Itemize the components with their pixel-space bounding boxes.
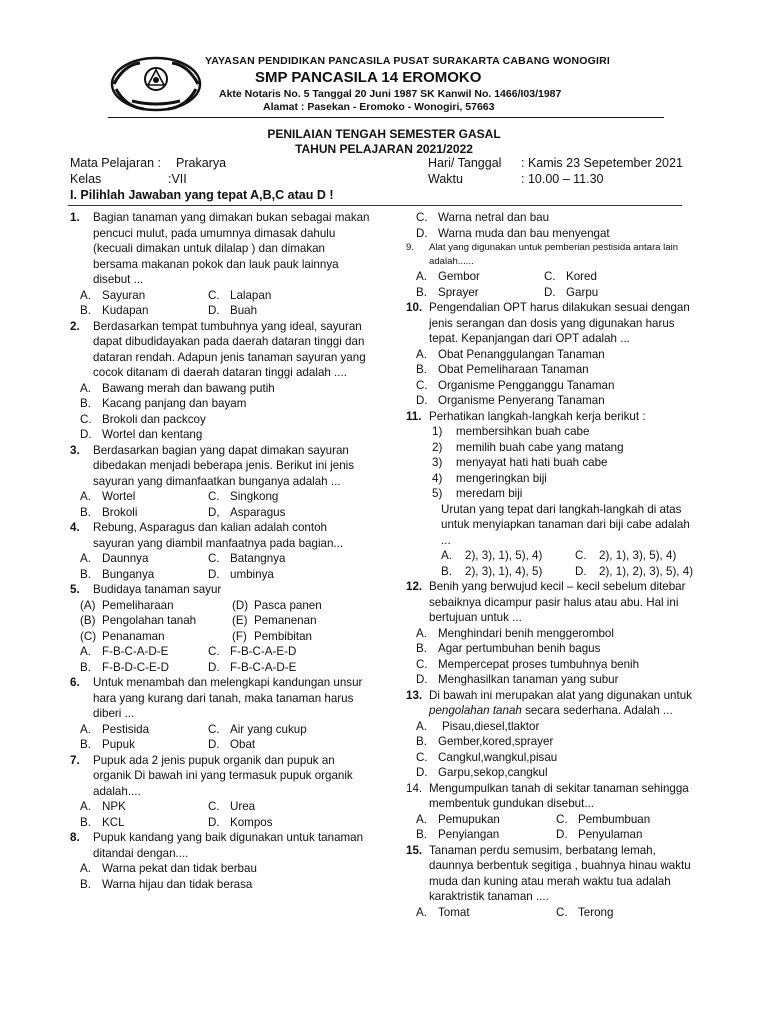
question-7: 7. Pupuk ada 2 jenis pupuk organik dan pupuk an organik Di bawah ini yang termasuk pupuk organik adalah.... [70,753,353,798]
option-a: A. Daunnya [80,552,149,565]
left-column [70,210,370,892]
option-a: A. Tomat [416,905,470,919]
question-8: 8. Pupuk kandang yang baik digunakan untuk tanaman ditandai dengan.... [70,831,364,860]
day-label: Hari/ Tanggal [428,156,502,170]
option-b: B. Sprayer [416,285,479,299]
option-a: A. Obat Penanggulangan Tanaman [416,347,605,361]
item-d: (D) Pasca panen [232,598,322,612]
item-a: (A) Pemeliharaan [80,598,174,612]
option-d: D. Garpu [544,285,599,299]
option-a: A. NPK [80,800,126,813]
option-d: D. Warna muda dan bau menyengat [416,226,610,240]
instruction-divider [68,205,682,206]
question-8-options-ab [80,861,370,892]
option-b: B. Kacang panjang dan bayam [80,397,247,410]
question-5: 5. Budidaya tanaman sayur [70,583,222,596]
class-value: :VII [168,172,187,186]
option-b: B. Gember,kored,sprayer [416,735,554,748]
option-c: C. Air yang cukup [208,722,307,736]
day-value: : Kamis 23 Sepetember 2021 [521,156,683,170]
option-c: C. Terong [556,905,614,919]
option-d: D, Asparagus [208,505,286,519]
time-value: : 10.00 – 11.30 [521,172,604,186]
question-7-options [80,799,370,830]
option-d: D. Kompos [208,815,273,829]
option-d: D. umbinya [208,567,274,581]
option-c: C. Organisme Pengganggu Tanaman [416,378,615,392]
option-a: A. Sayuran [80,288,146,302]
option-b: B. 2), 3), 1), 4), 5) [441,564,543,578]
option-d: D. Buah [208,304,258,317]
subject-value: Prakarya [176,156,227,170]
question-11-options [441,548,698,579]
option-b: B. Pupuk [80,738,135,751]
question-2-options [80,381,370,443]
question-2: 2. Berdasarkan tempat tumbuhnya yang ideal, sayuran dapat dibudidayakan pada daerah dataran tinggi dan dataran rendah. Adapun jenis tanaman sayuran yang cocok ditanam di daerah dataran tinggi adalah .... [70,319,366,379]
option-b: B. Agar pertumbuhan benih bagus [416,642,601,655]
school-emblem-logo [110,55,202,113]
option-c: C. Mempercepat proses tumbuhnya benih [416,657,640,671]
option-a: A. 2), 3), 1), 5), 4) [441,549,543,562]
option-c: C. F-B-C-A-E-D [208,645,297,658]
question-11: 11. Perhatikan langkah-langkah kerja berikut : [406,409,646,423]
step-4: 4) mengeringkan biji [432,471,547,485]
question-15-options [416,905,698,921]
option-d: D. F-B-C-A-D-E [208,660,297,674]
option-a: A. Pestisida [80,722,150,736]
option-c: C. Urea [208,800,256,813]
option-d: D. Penyulaman [556,828,643,841]
option-c: C. Batangnya [208,552,286,565]
step-3: 3) menyayat hati hati buah cabe [432,456,608,469]
option-d: D. 2), 1), 2), 3), 5), 4) [575,564,694,578]
question-14-options [416,812,698,843]
question-6-options [80,722,370,753]
question-3: 3. Berdasarkan bagian yang dapat dimakan sayuran dibedakan menjadi beberapa jenis. Berikut ini jenis sayuran yang dimanfaatkan bunganya adalah ... [70,443,355,488]
question-4-options [80,551,370,582]
step-1: 1) membersihkan buah cabe [432,425,590,438]
foundation-name: YAYASAN PENDIDIKAN PANCASILA PUSAT SURAKARTA CABANG WONOGIRI [205,55,611,67]
question-1: 1. Bagian tanaman yang dimakan bukan sebagai makan pencuci mulut, pada umumnya dimasak dahulu (kecuali dimakan untuk dilalap ) dan dimakan bersama makanan pokok dan lauk pauk lainnya disebut ... [70,211,370,286]
school-name: SMP PANCASILA 14 EROMOKO [255,69,482,86]
question-9: 9. Alat yang digunakan untuk pemberian pestisida antara lain adalah...... [406,242,679,267]
step-2: 2) memilih buah cabe yang matang [432,440,624,454]
notary-info: Akte Notaris No. 5 Tanggal 20 Juni 1987 SK Kanwil No. 1466/I03/1987 [219,88,562,100]
option-b: B. Brokoli [80,505,138,519]
option-c: C. Cangkul,wangkul,pisau [416,750,558,764]
option-a: A. Wortel [80,490,136,503]
option-b: B. Penyiangan [416,828,500,841]
question-12: 12. Benih yang berwujud kecil – kecil sebelum ditebar sebaiknya dicampur pasir halus atau abu. Hal ini bertujuan untuk ... [406,580,686,624]
question-8-options-cd [416,210,698,241]
option-a: A. Bawang merah dan bawang putih [80,381,275,395]
item-c: (C) Penanaman [80,629,165,643]
question-4: 4. Rebung, Asparagus dan kalian adalah contoh sayuran yang diambil manfaatnya pada bagian... [70,521,344,550]
option-c: C. Singkong [208,490,279,503]
option-d: D. Wortel dan kentang [80,428,203,441]
option-d: D. Organisme Penyerang Tanaman [416,394,605,407]
option-d: D. Obat [208,738,256,751]
question-1-options [80,288,370,319]
right-column [406,210,698,920]
class-label: Kelas [70,172,102,186]
item-f: (F) Pembibitan [232,629,313,643]
option-a: A. Pisau,diesel,tlaktor [416,719,540,733]
exam-title: PENILAIAN TENGAH SEMESTER GASAL TAHUN PELAJARAN 2021/2022 [267,127,501,156]
option-b: B. Bunganya [80,567,155,581]
option-b: B. KCL [80,815,125,829]
question-5-options [80,644,370,675]
option-b: B. Obat Pemeliharaan Tanaman [416,363,589,376]
item-b: (B) Pengolahan tanah [80,614,197,627]
item-e: (E) Pemanenan [232,614,317,627]
option-c: C. Brokoli dan packcoy [80,412,206,426]
question-15: 15. Tanaman perdu semusim, berbatang lemah, daunnya berbentuk segitiga , buahnya hinau waktu muda dan kuning atau merah waktu tua adalah karaktristik tanaman .... [406,843,691,903]
question-12-options [416,626,698,688]
option-c: C. Pembumbuan [556,812,651,826]
option-d: D. Garpu,sekop,cangkul [416,766,548,779]
question-14: 14. Mengumpulkan tanah di sekitar tanaman sehingga membentuk gundukan disebut... [406,781,689,810]
question-5-items [80,598,370,645]
option-a: A. Warna pekat dan tidak berbau [80,862,257,875]
question-13-options [416,719,698,781]
question-11-steps [428,424,698,502]
option-c: C. Warna netral dan bau [416,211,550,224]
time-label: Waktu [428,172,463,186]
question-9-options [416,269,698,300]
option-d: D. Menghasilkan tanaman yang subur [416,673,619,686]
instruction: I. Pilihlah Jawaban yang tepat A,B,C atau D ! [70,188,334,202]
letterhead-divider [108,117,664,118]
subject-label: Mata Pelajaran : [70,156,162,170]
option-c: C. 2), 1), 3), 5), 4) [575,549,677,562]
step-5: 5) meredam biji [432,487,523,500]
option-a: A. Menghindari benih menggerombol [416,626,614,640]
question-10: 10. Pengendalian OPT harus dilakukan sesuai dengan jenis serangan dan dosis yang digunakan harus tepat. Kepanjangan dari OPT adalah ... [406,301,690,345]
question-10-options [416,347,698,409]
option-a: A. F-B-C-A-D-E [80,645,169,658]
school-address: Alamat : Pasekan - Eromoko - Wonogiri, 57663 [263,101,495,113]
option-c: C. Kored [544,270,597,283]
question-11-prompt: Urutan yang tepat dari langkah-langkah di atas untuk menyiapkan tanaman dari biji cabe adalah ... [441,502,690,547]
question-6: 6. Untuk menambah dan melengkapi kandungan unsur hara yang kurang dari tanah, maka tanaman harus diberi ... [70,676,363,720]
option-c: C. Lalapan [208,288,272,302]
question-3-options [80,489,370,520]
option-b: B. Kudapan [80,304,149,317]
option-a: A. Pemupukan [416,812,500,826]
question-13: 13. Di bawah ini merupakan alat yang digunakan untuk pengolahan tanah secara sederhana. Adalah ... [406,688,692,717]
option-b: B. Warna hijau dan tidak berasa [80,877,253,891]
option-a: A. Gembor [416,270,480,283]
option-b: B. F-B-D-C-E-D [80,660,169,674]
